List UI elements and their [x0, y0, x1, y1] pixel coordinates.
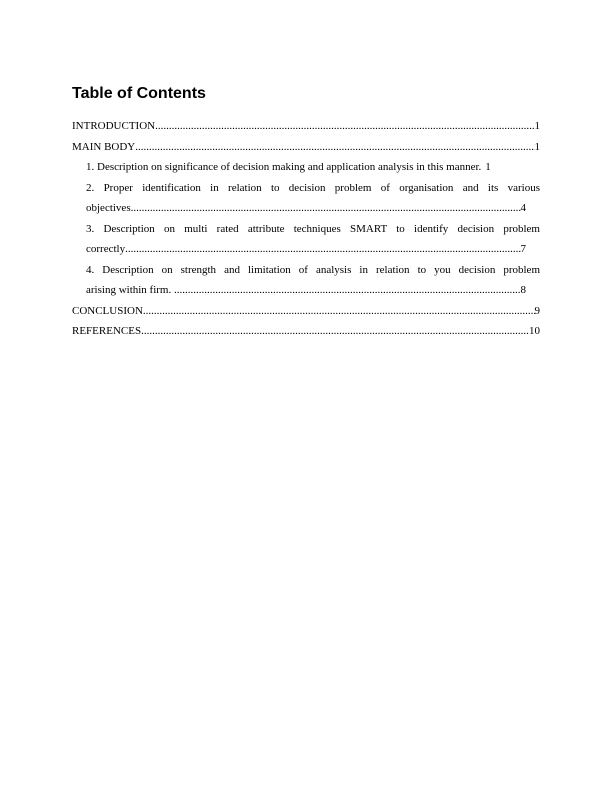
toc-entry-conclusion[interactable]	[72, 301, 540, 322]
toc-entry-continuation	[72, 198, 526, 219]
toc-page-number: 8	[520, 284, 526, 296]
toc-entry-label: INTRODUCTION	[72, 120, 156, 132]
dot-leader	[135, 137, 534, 158]
toc-entry-label-line: 2. Proper identification in relation to decision problem of organisation and its various	[86, 181, 540, 194]
dot-leader	[131, 198, 521, 219]
toc-page-number: 1	[534, 120, 540, 132]
page-title: Table of Contents	[72, 85, 206, 102]
toc-entry-references[interactable]	[72, 321, 540, 342]
toc-entry-section-2[interactable]	[72, 178, 540, 219]
table-of-contents	[72, 116, 540, 342]
toc-entry-section-3[interactable]	[72, 219, 540, 260]
toc-page-number: 10	[529, 325, 540, 337]
toc-entry-label: arising within firm.	[86, 284, 174, 296]
dot-leader	[125, 239, 520, 260]
toc-page-number: 7	[520, 243, 526, 255]
dot-leader	[174, 280, 521, 301]
toc-entry-label-line: 4. Description on strength and limitation of analysis in relation to you decision problem	[86, 263, 540, 276]
toc-entry-section-4[interactable]	[72, 260, 540, 301]
toc-entry-introduction[interactable]	[72, 116, 540, 137]
toc-entry-label: correctly	[86, 243, 126, 255]
dot-leader	[141, 321, 529, 342]
toc-entry-label-line: 3. Description on multi rated attribute techniques SMART to identify decision problem	[86, 222, 540, 235]
toc-entry-label: MAIN BODY	[72, 140, 136, 153]
toc-entry-label: CONCLUSION	[72, 304, 143, 317]
toc-page-number: 9	[534, 304, 540, 317]
dot-leader	[143, 301, 535, 322]
toc-entry-continuation	[72, 239, 526, 260]
toc-entry-label: objectives	[86, 202, 131, 214]
dot-leader	[155, 116, 534, 137]
toc-entry-continuation	[72, 280, 526, 301]
toc-entry-label: REFERENCES	[72, 325, 142, 337]
toc-page-number: 1	[485, 161, 491, 173]
toc-page-number: 1	[534, 140, 540, 153]
toc-entry-label: 1. Description on significance of decision making and application analysis in this manner.	[86, 161, 482, 173]
toc-entry-main-body[interactable]	[72, 137, 540, 158]
toc-page-number: 4	[520, 202, 526, 214]
toc-entry-section-1[interactable]	[72, 157, 540, 178]
